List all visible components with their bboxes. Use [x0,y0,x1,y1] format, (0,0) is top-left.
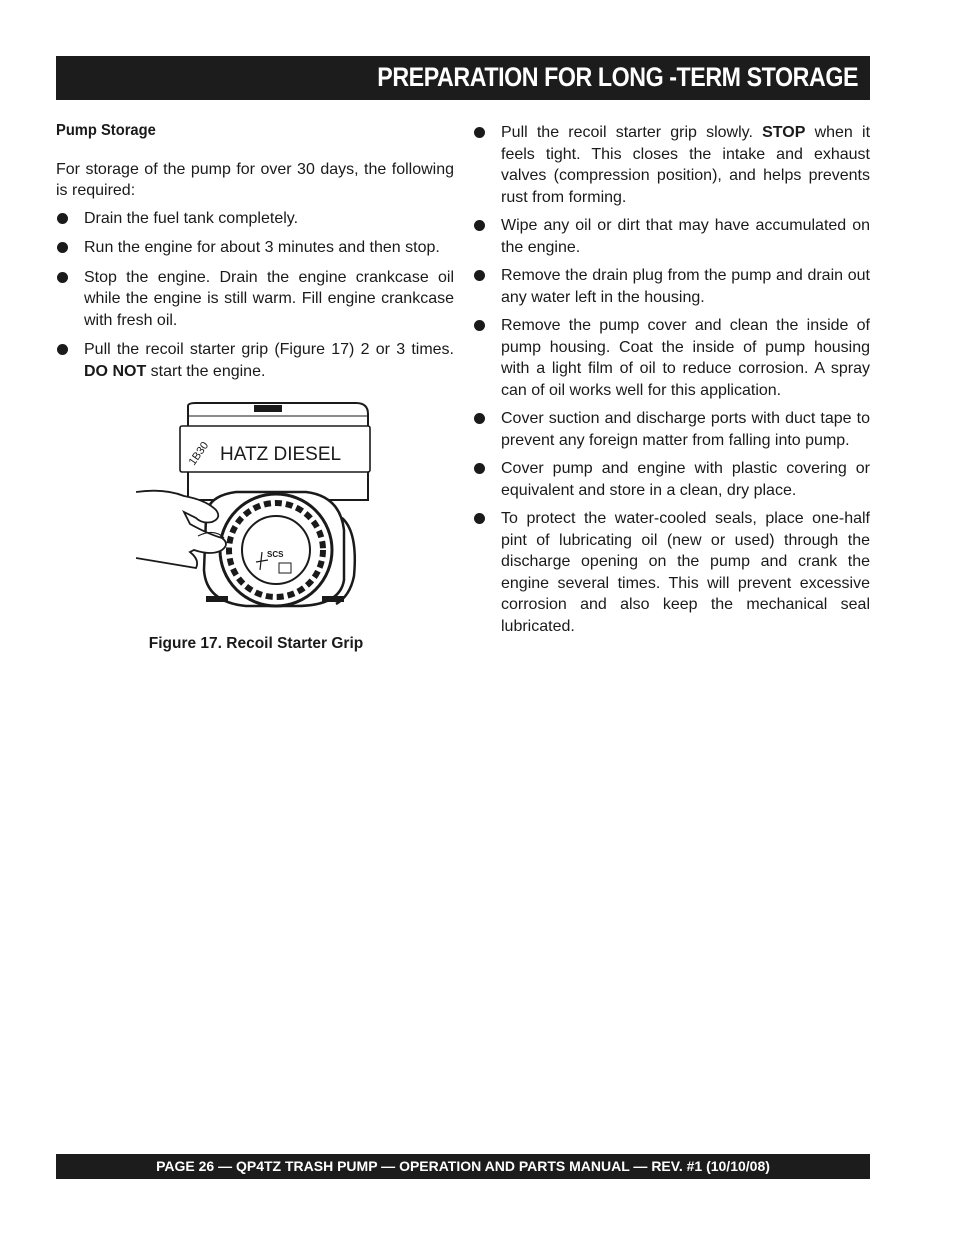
bullet-icon [57,242,68,253]
section-heading: Pump Storage [56,122,156,139]
list-item-text: Run the engine for about 3 minutes and then stop. [84,239,440,256]
list-item-text: Drain the fuel tank completely. [84,209,299,227]
list-item-text: start the engine. [146,362,266,380]
bullet-icon [474,270,485,281]
bullet-icon [474,413,485,424]
bullet-icon [474,127,485,138]
list-item-text: Pull the recoil starter grip slowly. [501,124,763,141]
bullet-icon [474,463,485,474]
storage-steps-list-continued [474,122,870,637]
model-code: 1B30 [186,439,212,468]
list-item-text: when it feels tight. This closes the intake and exhaust valves (compression position), and helps prevents rust from forming. [501,124,871,206]
list-item-text: Remove the pump cover and clean the inside of pump housing. Coat the inside of pump housing with a light film of oil to reduce corrosion. A spray can of oil works well for this application. [501,317,870,399]
fuel-cap-icon [254,405,282,412]
emphasis-text: STOP [762,124,806,141]
scs-badge: SCS [267,550,284,559]
intro-paragraph: For storage of the pump for over 30 days, the following is required: [56,160,454,199]
bullet-icon [474,220,485,231]
page-title: PREPARATION FOR LONG -TERM STORAGE [377,62,858,92]
list-item-text: To protect the water-cooled seals, place one-half pint of lubricating oil (new or used) through the discharge opening on the pump and crank the engine several times. This will prevent excessive corrosion and also keep the mechanical seal lubricated. [501,510,870,635]
page-title-bar [56,56,870,100]
left-column [56,120,454,390]
page-footer-bar [56,1154,870,1179]
list-item [474,458,870,501]
list-item [474,315,870,401]
engine-label: HATZ DIESEL [220,444,342,465]
list-item [56,267,454,332]
list-item-text: Remove the drain plug from the pump and drain out any water left in the housing. [501,267,870,306]
storage-steps-list [56,208,454,383]
bullet-icon [474,513,485,524]
list-item-text: Wipe any oil or dirt that may have accumulated on the engine. [501,217,870,256]
emphasis-text: DO NOT [84,362,147,380]
list-item [474,215,870,258]
recoil-starter-illustration [136,400,372,612]
list-item [56,237,454,259]
list-item-text: Stop the engine. Drain the engine crankcase oil while the engine is still warm. Fill engine crankcase with fresh oil. [84,268,454,329]
bullet-icon [57,272,68,283]
bullet-icon [57,344,68,355]
list-item [56,339,454,382]
list-item [474,508,870,637]
list-item-text: Cover suction and discharge ports with duct tape to prevent any foreign matter from falling into pump. [501,410,870,449]
figure-caption: Figure 17. Recoil Starter Grip [148,635,364,652]
right-column [474,122,870,644]
list-item [56,208,454,230]
list-item [474,408,870,451]
list-item [474,122,870,208]
list-item-text: Cover pump and engine with plastic covering or equivalent and store in a clean, dry place. [501,460,870,499]
bullet-icon [57,213,68,224]
list-item-text: Pull the recoil starter grip (Figure 17) 2 or 3 times. [84,341,454,358]
bullet-icon [474,320,485,331]
page-footer: PAGE 26 — QP4TZ TRASH PUMP — OPERATION AND PARTS MANUAL — REV. #1 (10/10/08) [156,1158,770,1174]
list-item [474,265,870,308]
